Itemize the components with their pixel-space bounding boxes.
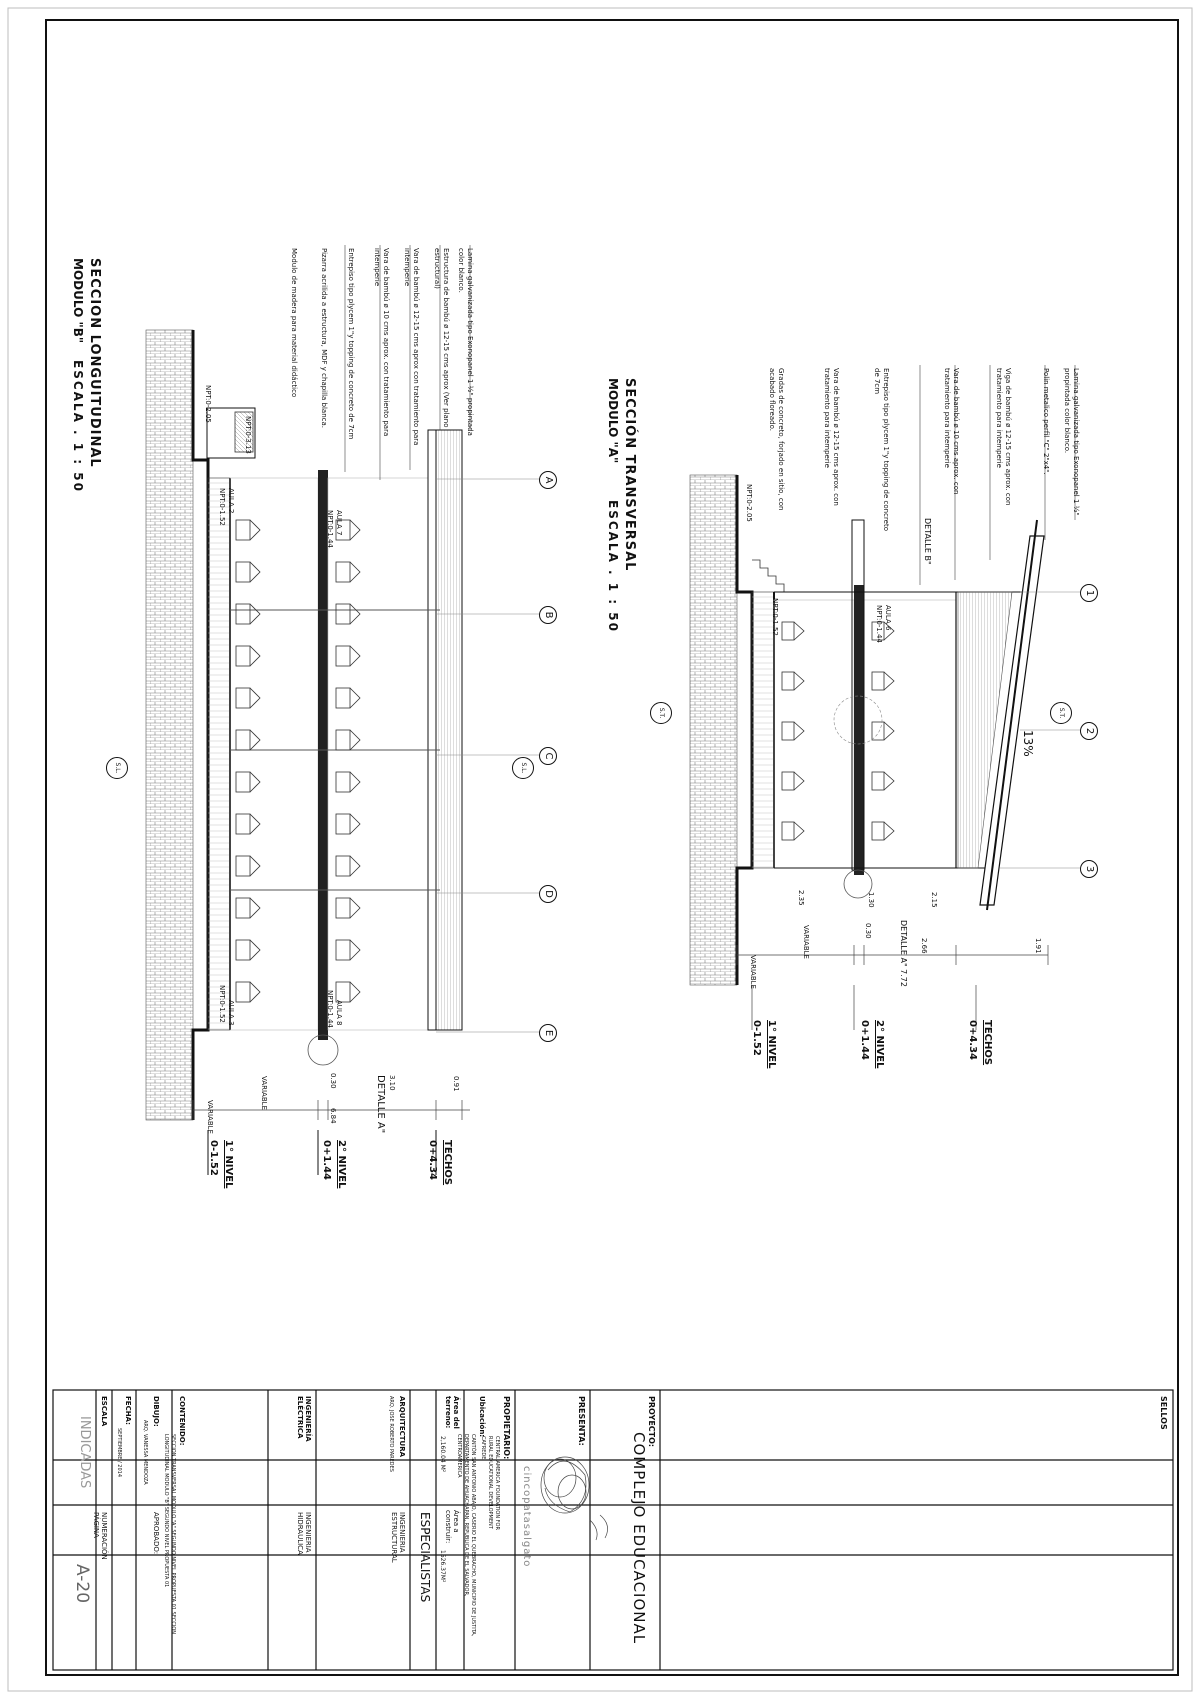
- level-name: TECHOS: [982, 1020, 993, 1066]
- chair-symbol: [250, 940, 260, 960]
- desk-symbol: [336, 562, 350, 582]
- desk-symbol: [336, 688, 350, 708]
- slab-2nd-level: [318, 470, 328, 1040]
- trans-note-1: Lamina galvanizada tipo Exonopanel 1 ½" propintada color blanco.: [1063, 368, 1080, 516]
- desk-symbol: [336, 646, 350, 666]
- desk-symbol: [336, 604, 350, 624]
- chair-symbol: [350, 898, 360, 918]
- dibujo-label: DIBUJO:: [152, 1396, 160, 1427]
- axis-bubble: E: [539, 1024, 557, 1042]
- escala-value: INDICADAS: [77, 1416, 92, 1489]
- chair-symbol: [794, 672, 804, 690]
- dim-label: VARIABLE: [260, 1076, 268, 1110]
- dim-label: VARIABLE: [802, 925, 810, 959]
- desk-symbol: [336, 856, 350, 876]
- fecha: SEPTIEMBRE / 2014: [116, 1428, 122, 1478]
- section-mark: S.L.: [512, 757, 534, 779]
- axis-bubble: 2: [1080, 722, 1098, 740]
- trans-title: SECCIÓN TRANSVERSAL: [622, 378, 637, 572]
- fecha-label: FECHA:: [124, 1396, 132, 1425]
- dibujo-name: ARQ. VANESSA MENDOZA: [142, 1420, 148, 1485]
- chair-symbol: [350, 604, 360, 624]
- dim-label: 0.30: [864, 923, 872, 939]
- contenido-label: CONTENIDO:: [178, 1396, 186, 1446]
- desk-symbol: [782, 822, 794, 840]
- axis-bubble: 3: [1080, 860, 1098, 878]
- long-npt-stair: NPT:0-3.13: [244, 416, 252, 454]
- desk-symbol: [236, 520, 250, 540]
- aula-npt: NPT:0-1.52: [218, 985, 226, 1023]
- ground-hatch-trans: [690, 475, 737, 985]
- dim-label: VARIABLE: [206, 1100, 214, 1134]
- desk-symbol: [872, 822, 884, 840]
- long-note-7: Modulo de madera para material didáctico: [290, 248, 298, 398]
- dim-label: VARIABLE: [749, 955, 757, 989]
- detail-label: DETALLE A" 7.72: [899, 920, 908, 987]
- aula-label: AULA 8: [335, 1000, 343, 1026]
- chair-symbol: [794, 772, 804, 790]
- desk-symbol: [236, 688, 250, 708]
- escala-label: ESCALA: [100, 1396, 108, 1427]
- chair-symbol: [250, 814, 260, 834]
- chair-symbol: [350, 940, 360, 960]
- trans-note-7: Gradas de concreto, forjado en sitio, con acabado floreado.: [768, 368, 785, 511]
- aula-label: AULA 7: [335, 510, 343, 536]
- desk-symbol: [236, 814, 250, 834]
- axis-bubble: B: [539, 606, 557, 624]
- chair-symbol: [250, 730, 260, 750]
- long-note-5: Entrepiso tipo plycem 1"y topping de concreto de 7cm: [347, 248, 355, 440]
- trans-note-5: Entrepiso tipo plycem 1"y topping de concreto de 7cm: [873, 368, 890, 532]
- long-note-1: Lamina galvanizada tipo Exonopanel 1 ½" propintada color blanco.: [457, 248, 474, 436]
- desk-symbol: [336, 940, 350, 960]
- axis-bubble: C: [539, 747, 557, 765]
- dim-label: 3.10: [388, 1075, 396, 1091]
- chair-symbol: [250, 604, 260, 624]
- propietario: CENTRAL AMERICA FOUNDATION FOR RURAL EDUCATIONAL DEVELOPMENT CAFREDE: [480, 1436, 500, 1530]
- chair-symbol: [794, 822, 804, 840]
- desk-symbol: [336, 898, 350, 918]
- chair-symbol: [350, 688, 360, 708]
- chair-symbol: [250, 646, 260, 666]
- chair-symbol: [350, 520, 360, 540]
- chair-symbol: [794, 622, 804, 640]
- electrica-label: INGENIERÍA ELÉCTRICA: [296, 1396, 312, 1442]
- especialistas-title: ESPECIALISTAS: [418, 1512, 432, 1603]
- axis-bubble: 1: [1080, 584, 1098, 602]
- aula-npt: NPT:0-1.44: [875, 605, 883, 643]
- area-construir: 1526.37M²: [439, 1550, 446, 1583]
- long-module: MODULO "B": [71, 258, 85, 344]
- long-note-2: Estructura de bambú ø 12-15 cms aprox (Ver plano estructural): [433, 248, 450, 428]
- ubicacion: CANTÓN SAN ANTONIO ABAJO, CASERIO EL QUEBRACHO, MUNICIPIO DE JUSTITA, DEPARTAMENTO DE AHUACHAPAN, REPUBLICA DE EL SALVADOR, CENTROAMERICA: [456, 1434, 476, 1637]
- propietario-label: PROPIETARIO:: [502, 1396, 511, 1460]
- desk-symbol: [236, 604, 250, 624]
- title-block: [53, 1390, 1173, 1670]
- hidraulica-label: INGENIERIA HIDRAULICA: [296, 1512, 312, 1555]
- level-name: TECHOS: [442, 1140, 453, 1186]
- chair-symbol: [794, 722, 804, 740]
- trans-scale: ESCALA . 1 : 50: [606, 500, 620, 633]
- ground-line-trans: [737, 475, 752, 985]
- page-number: A-20: [72, 1564, 92, 1604]
- arquitectura-label: ARQUITECTURA: [398, 1396, 406, 1458]
- chair-symbol: [350, 982, 360, 1002]
- chair-symbol: [250, 856, 260, 876]
- chair-symbol: [884, 822, 894, 840]
- trans-note-4: Vara de bambú ø 10 cms aprox. con tratamiento para intemperie: [943, 368, 960, 495]
- chair-symbol: [350, 562, 360, 582]
- long-scale: ESCALA . 1 : 50: [71, 360, 85, 493]
- desk-symbol: [236, 982, 250, 1002]
- trans-note-3: Viga de bambú ø 12-15 cms aprox. con tratamiento para intemperie: [995, 368, 1012, 506]
- arquitectura-name: ARQ. JOSE ROBERTO PAREDES: [388, 1396, 394, 1472]
- proyecto-label: PROYECTO:: [647, 1396, 656, 1448]
- ground-hatch: [146, 330, 193, 1120]
- section-mark: S.L.: [106, 757, 128, 779]
- numeracion-label: NUMERACIÓN PÁGINA: [92, 1512, 108, 1560]
- chair-symbol: [250, 562, 260, 582]
- level-value: 0+4.34: [967, 1020, 978, 1061]
- desk-symbol: [336, 982, 350, 1002]
- chair-symbol: [350, 856, 360, 876]
- desk-symbol: [782, 672, 794, 690]
- trans-note-6: Vara de bambú ø 12-15 cms aprox. con tratamiento para intemperie: [823, 368, 840, 506]
- chair-symbol: [250, 982, 260, 1002]
- chair-symbol: [350, 814, 360, 834]
- section-mark: S.T.: [1050, 702, 1072, 724]
- firm-logo: [541, 1457, 608, 1540]
- aprobado-label: APROBADO:: [152, 1512, 160, 1555]
- desk-symbol: [236, 898, 250, 918]
- ground-line: [193, 330, 208, 1120]
- desk-symbol: [782, 772, 794, 790]
- desk-symbol: [336, 730, 350, 750]
- trans-npt-top: NPT:0-2.05: [745, 484, 753, 522]
- aula-npt: NPT:0-1.44: [326, 510, 334, 548]
- section-mark: S.T.: [650, 702, 672, 724]
- chair-symbol: [250, 688, 260, 708]
- desks-trans: [782, 622, 894, 840]
- aula-label: AULA 2: [227, 488, 235, 514]
- aula-label: AULA 6: [884, 605, 892, 631]
- area-terreno-label: Área del terreno:: [444, 1396, 460, 1429]
- level-value: 0-1.52: [208, 1140, 219, 1176]
- level-value: 0+1.44: [859, 1020, 870, 1061]
- estructural-label: INGENIERIA ESTRUCTURAL: [390, 1512, 406, 1563]
- desk-symbol: [336, 814, 350, 834]
- long-note-6: Pizarra acrilida a estructura, MDF y chapilla blanca.: [320, 248, 328, 429]
- trans-module: MODULO "A": [606, 378, 620, 464]
- desk-symbol: [872, 672, 884, 690]
- trans-note-2: Polin metalico perfil "C" 2"x4".: [1042, 368, 1050, 475]
- detail-b-label: DETALLE B": [923, 518, 932, 565]
- chair-symbol: [250, 898, 260, 918]
- aula-label: AULA 3: [227, 1000, 235, 1026]
- chair-symbol: [884, 772, 894, 790]
- project-name: COMPLEJO EDUCACIONAL: [630, 1432, 648, 1645]
- chair-symbol: [250, 520, 260, 540]
- desks: [236, 520, 360, 1002]
- slab-2nd-level-trans: [854, 585, 864, 875]
- dim-label: 1.91: [1034, 938, 1042, 954]
- desk-symbol: [236, 646, 250, 666]
- desk-symbol: [872, 722, 884, 740]
- presenta-label: PRESENTA:: [577, 1396, 586, 1446]
- chair-symbol: [250, 772, 260, 792]
- desk-symbol: [782, 622, 794, 640]
- level-value: 0-1.52: [751, 1020, 762, 1056]
- level-name: 1° NIVEL: [223, 1140, 234, 1189]
- axis-bubble: D: [539, 885, 557, 903]
- detail-label: DETALLE A": [375, 1075, 386, 1134]
- dim-label: 2.35: [797, 890, 805, 906]
- dim-label: 0.30: [329, 1073, 337, 1089]
- long-note-3: Vara de bambú ø 12-15 cms aprox con tratamiento para intemperie: [403, 248, 420, 446]
- sellos-label: SELLOS: [1159, 1396, 1168, 1430]
- long-title: SECCION LONGUITUDINAL: [87, 258, 102, 468]
- chair-symbol: [350, 646, 360, 666]
- dim-label: 1.30: [867, 892, 875, 908]
- firm-name: cincopatasalgato: [521, 1466, 532, 1568]
- desk-symbol: [236, 940, 250, 960]
- aula-npt: NPT:0-1.44: [326, 990, 334, 1028]
- chair-symbol: [350, 730, 360, 750]
- level-name: 2° NIVEL: [874, 1020, 885, 1069]
- aula-npt: NPT:0-1.52: [218, 488, 226, 526]
- level-value: 0+4.34: [427, 1140, 438, 1181]
- roof: [436, 430, 462, 1030]
- ubicacion-label: Ubicación:: [478, 1396, 486, 1438]
- area-terreno: 2,160.04 M²: [439, 1436, 446, 1473]
- long-note-4: Vara de bambú ø 10 cms aprox. con tratamiento para intemperie: [373, 248, 390, 437]
- axis-bubble: A: [539, 471, 557, 489]
- aula-npt: NPT:0-1.52: [771, 598, 779, 636]
- chair-symbol: [884, 672, 894, 690]
- dim-label: 2.15: [930, 892, 938, 908]
- desk-symbol: [236, 562, 250, 582]
- dim-label: 6.84: [329, 1108, 337, 1124]
- level-value: 0+1.44: [321, 1140, 332, 1181]
- level-name: 2° NIVEL: [336, 1140, 347, 1189]
- dim-label: 2.66: [920, 938, 928, 954]
- dim-label: 0.91: [452, 1076, 460, 1092]
- long-npt-top: NPT:0-2.05: [204, 385, 212, 423]
- area-construir-label: Área a construir:: [444, 1510, 460, 1544]
- desk-symbol: [236, 772, 250, 792]
- desk-symbol: [236, 856, 250, 876]
- desk-symbol: [236, 730, 250, 750]
- level-name: 1° NIVEL: [766, 1020, 777, 1069]
- chair-symbol: [884, 722, 894, 740]
- desk-symbol: [336, 772, 350, 792]
- chair-symbol: [350, 772, 360, 792]
- contenido: SECCION TRANSVERSAL MODULO "A" SEGUNDO NIVEL PROPUESTA 01 SECCION LONGITUDINAL MODULO "B" SEGUNDO NIVEL PROPUESTA 01: [163, 1434, 176, 1635]
- desk-symbol: [782, 722, 794, 740]
- desk-symbol: [872, 772, 884, 790]
- slope-label: 13%: [1021, 730, 1035, 757]
